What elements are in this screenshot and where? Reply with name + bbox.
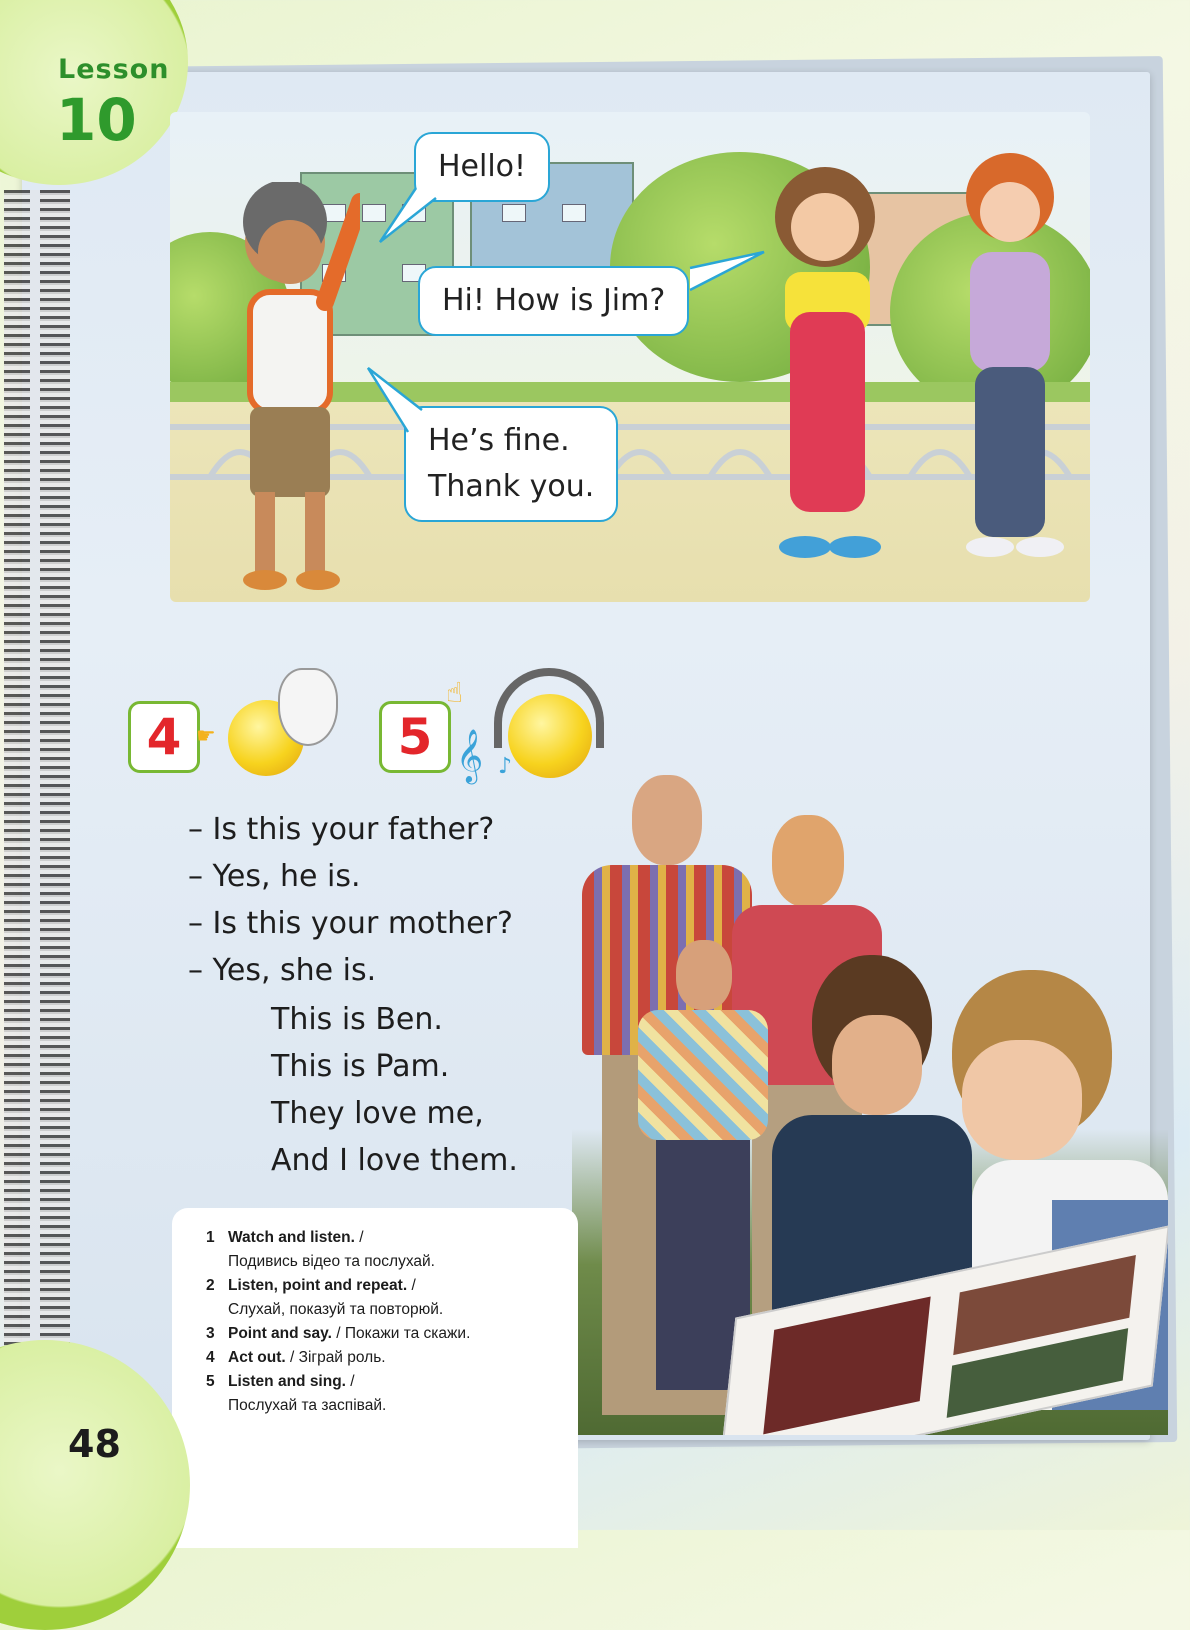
music-note-icon: 𝄞 bbox=[456, 728, 484, 782]
family-photo bbox=[572, 755, 1168, 1435]
album-photo bbox=[763, 1297, 930, 1435]
instruction-number: 1 bbox=[206, 1229, 215, 1246]
song-line: And I love them. bbox=[271, 1143, 518, 1178]
spiral-binding bbox=[4, 190, 70, 1370]
song-line: – Yes, he is. bbox=[188, 859, 361, 894]
window bbox=[502, 204, 526, 222]
bubble-tail bbox=[688, 248, 768, 298]
song-line: They love me, bbox=[271, 1096, 484, 1131]
instruction-ua: Зіграй роль. bbox=[298, 1349, 386, 1366]
instruction-en: Point and say. bbox=[228, 1325, 332, 1342]
instruction-item bbox=[206, 1274, 578, 1322]
bubble-text: Hello! bbox=[438, 149, 527, 184]
song-line: – Is this your father? bbox=[188, 812, 495, 847]
instruction-item bbox=[206, 1370, 578, 1418]
activity-number-sing: 5 bbox=[379, 701, 451, 773]
instruction-separator: / bbox=[407, 1277, 416, 1294]
girl-in-purple-vest bbox=[940, 152, 1080, 562]
small-note-icon: ♪ bbox=[498, 754, 513, 779]
instructions-box bbox=[172, 1208, 578, 1548]
thumbs-up-icon: ☝ bbox=[446, 676, 464, 709]
girl-in-red-overalls bbox=[740, 162, 910, 562]
instruction-item bbox=[206, 1322, 578, 1346]
instruction-ua: Подивись відео та послухай. bbox=[228, 1253, 435, 1270]
instructions-list bbox=[172, 1208, 578, 1418]
bubble-text-line-2: Thank you. bbox=[428, 469, 595, 504]
song-line: – Yes, she is. bbox=[188, 953, 377, 988]
bubble-tail bbox=[376, 186, 446, 246]
lesson-label: Lesson bbox=[58, 54, 170, 85]
instruction-ua: Послухай та заспівай. bbox=[228, 1397, 387, 1414]
pointing-hand-icon: ☛ bbox=[196, 724, 216, 749]
song-verse bbox=[188, 806, 513, 994]
instruction-separator: / bbox=[354, 1229, 364, 1246]
instruction-separator: / bbox=[345, 1373, 355, 1390]
instruction-separator: / bbox=[285, 1349, 299, 1366]
instruction-en: Listen, point and repeat. bbox=[228, 1277, 408, 1294]
boy-figure bbox=[210, 182, 360, 592]
instruction-number: 5 bbox=[206, 1373, 215, 1390]
instruction-item bbox=[206, 1346, 578, 1370]
instruction-number: 2 bbox=[206, 1277, 215, 1294]
instruction-en: Listen and sing. bbox=[228, 1373, 346, 1390]
speech-bubble-hes-fine bbox=[404, 406, 618, 522]
window bbox=[562, 204, 586, 222]
lesson-number: 10 bbox=[56, 86, 137, 154]
bubble-tail bbox=[366, 366, 426, 436]
song-line: This is Ben. bbox=[271, 1002, 443, 1037]
bubble-text-line-1: He’s fine. bbox=[428, 423, 570, 458]
instruction-en: Watch and listen. bbox=[228, 1229, 355, 1246]
speech-bubble-how-is-jim bbox=[418, 266, 689, 336]
activity-number-act-out: 4 bbox=[128, 701, 200, 773]
song-line: This is Pam. bbox=[271, 1049, 450, 1084]
instruction-en: Act out. bbox=[228, 1349, 286, 1366]
song-line: – Is this your mother? bbox=[188, 906, 513, 941]
instruction-separator: / bbox=[331, 1325, 345, 1342]
park-illustration bbox=[170, 112, 1090, 602]
bubble-text: Hi! How is Jim? bbox=[442, 283, 666, 318]
instruction-number: 4 bbox=[206, 1349, 215, 1366]
instruction-item bbox=[206, 1226, 578, 1274]
theatre-mask-icon bbox=[278, 668, 338, 746]
page-number: 48 bbox=[68, 1422, 121, 1466]
instruction-ua: Слухай, показуй та повторюй. bbox=[228, 1301, 444, 1318]
song-chorus bbox=[271, 996, 518, 1184]
instruction-number: 3 bbox=[206, 1325, 215, 1342]
instruction-ua: Покажи та скажи. bbox=[344, 1325, 471, 1342]
